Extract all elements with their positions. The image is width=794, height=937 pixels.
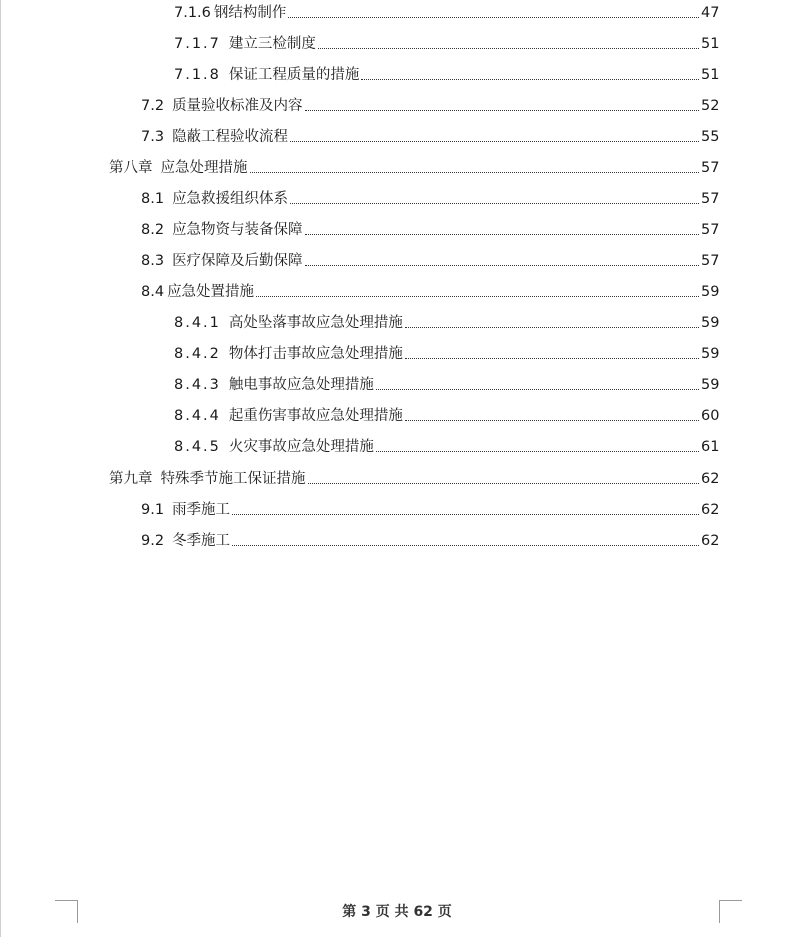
toc-leader-dots: [376, 450, 699, 452]
toc-entry-title: 应急处理措施: [160, 160, 248, 176]
toc-entry-title: 建立三检制度: [228, 36, 316, 52]
toc-entry-8-3[interactable]: [141, 248, 719, 270]
toc-entry-7-1-8[interactable]: [174, 62, 719, 84]
toc-entry-title: 高处坠落事故应急处理措施: [228, 315, 403, 331]
toc-entry-number: 8.4.3: [174, 377, 221, 393]
toc-entry-page: 57: [701, 253, 720, 269]
toc-entry-page: 51: [701, 67, 720, 83]
toc-entry-title: 雨季施工: [172, 502, 231, 518]
toc-entry-number: 7.3: [141, 129, 165, 145]
toc-leader-dots: [232, 513, 699, 515]
toc-entry-title: 质量验收标准及内容: [172, 98, 303, 114]
toc-entry-number: 第九章: [109, 471, 153, 487]
toc-leader-dots: [405, 326, 699, 328]
toc-entry-8-2[interactable]: [141, 217, 719, 239]
toc-entry-8-4-5[interactable]: [174, 434, 719, 456]
toc-entry-number: 8.4: [141, 284, 165, 300]
toc-entry-number: 7.1.8: [174, 67, 221, 83]
toc-entry-number: 8.3: [141, 253, 165, 269]
toc-leader-dots: [308, 482, 700, 484]
toc-entry-7-1-6[interactable]: [174, 0, 719, 22]
toc-entry-chapter-9[interactable]: [109, 466, 719, 488]
toc-entry-title: 物体打击事故应急处理措施: [228, 346, 403, 362]
toc-entry-number: 9.1: [141, 502, 165, 518]
toc-entry-number: 7.1.7: [174, 36, 221, 52]
toc-entry-title: 火灾事故应急处理措施: [228, 439, 374, 455]
toc-entry-page: 59: [701, 315, 720, 331]
toc-entry-title: 起重伤害事故应急处理措施: [228, 408, 403, 424]
toc-entry-page: 59: [701, 284, 720, 300]
toc-entry-7-1-7[interactable]: [174, 31, 719, 53]
toc-entry-title: 应急救援组织体系: [172, 191, 289, 207]
toc-entry-8-4-2[interactable]: [174, 341, 719, 363]
toc-entry-title: 应急处置措施: [167, 284, 255, 300]
toc-entry-number: 8.4.5: [174, 439, 221, 455]
toc-entry-title: 保证工程质量的措施: [228, 67, 360, 83]
toc-entry-page: 51: [701, 36, 720, 52]
toc-leader-dots: [376, 388, 699, 390]
toc-leader-dots: [405, 419, 699, 421]
toc-entry-page: 57: [701, 222, 720, 238]
toc-leader-dots: [256, 295, 699, 297]
toc-entry-page: 57: [701, 191, 720, 207]
toc-entry-title: 冬季施工: [172, 533, 231, 549]
toc-entry-number: 8.2: [141, 222, 165, 238]
toc-entry-8-4[interactable]: [141, 279, 719, 301]
toc-entry-8-4-4[interactable]: [174, 403, 719, 425]
toc-entry-number: 8.4.4: [174, 408, 221, 424]
toc-entry-number: 8.1: [141, 191, 165, 207]
toc-leader-dots: [290, 202, 699, 204]
toc-entry-title: 应急物资与装备保障: [172, 222, 303, 238]
toc-entry-8-1[interactable]: [141, 186, 719, 208]
toc-leader-dots: [232, 544, 699, 546]
toc-entry-title: 触电事故应急处理措施: [228, 377, 374, 393]
toc-entry-number: 第八章: [109, 160, 153, 176]
toc-leader-dots: [250, 171, 700, 173]
toc-entry-9-1[interactable]: [141, 497, 719, 519]
toc-entry-7-3[interactable]: [141, 124, 719, 146]
toc-entry-page: 47: [701, 5, 720, 21]
toc-entry-8-4-3[interactable]: [174, 372, 719, 394]
toc-entry-chapter-8[interactable]: [109, 155, 719, 177]
toc-entry-title: 特殊季节施工保证措施: [160, 471, 306, 487]
toc-entry-number: 8.4.2: [174, 346, 221, 362]
toc-entry-page: 62: [701, 502, 720, 518]
toc-leader-dots: [305, 233, 699, 235]
toc-entry-page: 61: [701, 439, 720, 455]
toc-entry-page: 59: [701, 346, 720, 362]
toc-entry-number: 7.1.6: [174, 5, 211, 21]
toc-leader-dots: [318, 47, 699, 49]
toc-entry-page: 52: [701, 98, 720, 114]
page-footer: 第 3 页 共 62 页: [342, 904, 452, 920]
toc-leader-dots: [305, 109, 699, 111]
toc-entry-number: 8.4.1: [174, 315, 221, 331]
toc-entry-page: 57: [701, 160, 720, 176]
toc-leader-dots: [288, 16, 699, 18]
toc-entry-page: 62: [701, 471, 720, 487]
page-edge: [0, 0, 1, 937]
toc-entry-page: 62: [701, 533, 720, 549]
toc-leader-dots: [361, 78, 699, 80]
toc-entry-page: 55: [701, 129, 720, 145]
toc-leader-dots: [290, 140, 699, 142]
toc-leader-dots: [405, 357, 699, 359]
toc-entry-number: 7.2: [141, 98, 165, 114]
toc-entry-8-4-1[interactable]: [174, 310, 719, 332]
toc-entry-title: 隐蔽工程验收流程: [172, 129, 289, 145]
toc-entry-number: 9.2: [141, 533, 165, 549]
toc-entry-title: 医疗保障及后勤保障: [172, 253, 303, 269]
toc-entry-title: 钢结构制作: [213, 5, 287, 21]
toc-entry-page: 59: [701, 377, 720, 393]
toc-leader-dots: [305, 264, 699, 266]
toc-entry-9-2[interactable]: [141, 528, 719, 550]
toc-entry-7-2[interactable]: [141, 93, 719, 115]
toc-entry-page: 60: [701, 408, 720, 424]
